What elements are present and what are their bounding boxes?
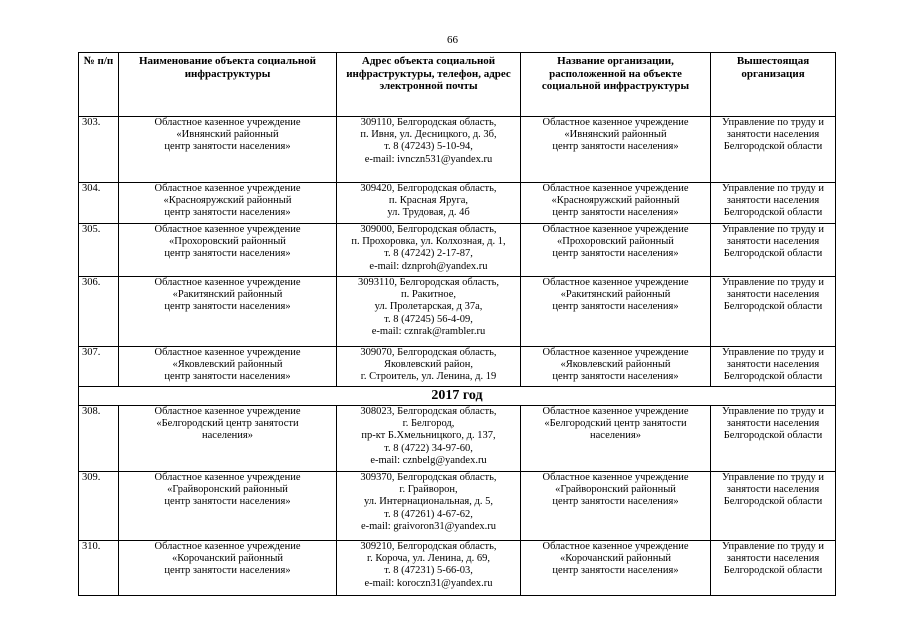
object-name-line: центр занятости населения» [164, 207, 291, 219]
object-address-line: 3093110, Белгородская область, [358, 277, 499, 288]
organization-name-line: центр занятости населения» [552, 207, 679, 219]
parent-organization-line: Управление по труду и [721, 183, 825, 194]
object-address-line: 309420, Белгородская область, [360, 183, 497, 194]
object-name-line: «Прохоровский районный [169, 236, 286, 248]
organization-name [521, 117, 711, 183]
organization-name-line: центр занятости населения» [552, 371, 679, 383]
object-address-line: ул. Пролетарская, д 37а, [374, 301, 483, 313]
organization-name [521, 183, 711, 224]
object-name-line: центр занятости населения» [164, 371, 291, 383]
parent-organization-line: занятости населения [726, 553, 820, 565]
object-name [119, 224, 337, 277]
parent-organization-line: Управление по труду и [721, 541, 825, 552]
organization-name [521, 406, 711, 472]
header-address: Адрес объекта социальной инфраструктуры, телефон, адрес электронной почты [337, 53, 521, 117]
object-address-line: e-mail: ivnczn531@yandex.ru [364, 153, 493, 165]
parent-organization [711, 277, 836, 347]
year-row [79, 387, 836, 406]
organization-name-line: Областное казенное учреждение [542, 541, 689, 552]
organization-name [521, 347, 711, 387]
parent-organization-line: Управление по труду и [721, 406, 825, 417]
parent-organization-line: Белгородской области [723, 371, 823, 383]
parent-organization-line: Белгородской области [723, 565, 823, 577]
organization-name-line: «Корочанский районный [559, 553, 672, 565]
object-address-line: 309110, Белгородская область, [360, 117, 497, 128]
social-infrastructure-table [78, 52, 836, 596]
header-num: № п/п [79, 53, 119, 117]
table-row [79, 277, 836, 347]
object-name-line: Областное казенное учреждение [154, 277, 301, 288]
organization-name-line: Областное казенное учреждение [542, 406, 689, 417]
object-address-line: т. 8 (47231) 5-66-03, [384, 565, 473, 577]
object-name-line: центр занятости населения» [164, 248, 291, 260]
object-name-line: Областное казенное учреждение [154, 224, 301, 235]
object-name-line: Областное казенное учреждение [154, 117, 301, 128]
object-name-line: «Яковлевский районный [172, 359, 283, 371]
object-address-line: 309070, Белгородская область, [360, 347, 497, 358]
parent-organization-line: Белгородской области [723, 430, 823, 442]
object-address [337, 472, 521, 541]
object-address [337, 117, 521, 183]
parent-organization [711, 347, 836, 387]
table-row [79, 472, 836, 541]
parent-organization-line: Управление по труду и [721, 117, 825, 128]
object-address-line: e-mail: koroczn31@yandex.ru [364, 577, 493, 589]
table-row [79, 224, 836, 277]
organization-name-line: Областное казенное учреждение [542, 472, 689, 483]
parent-organization-line: Управление по труду и [721, 224, 825, 235]
organization-name-line: центр занятости населения» [552, 141, 679, 153]
row-number: 307. [79, 347, 119, 387]
parent-organization-line: занятости населения [726, 129, 820, 141]
object-address-line: г. Грайворон, [399, 484, 458, 496]
parent-organization [711, 224, 836, 277]
object-address-line: п. Красная Яруга, [388, 195, 469, 207]
row-number: 310. [79, 541, 119, 596]
object-address [337, 541, 521, 596]
object-address-line: e-mail: cznbelg@yandex.ru [370, 454, 487, 466]
organization-name-line: «Ивнянский районный [564, 129, 667, 141]
row-number: 304. [79, 183, 119, 224]
header-org: Название организации, расположенной на объекте социальной инфраструктуры [521, 53, 711, 117]
header-parent: Вышестоящая организация [711, 53, 836, 117]
organization-name-line: «Краснояружский районный [551, 195, 680, 207]
object-name-line: «Корочанский районный [171, 553, 284, 565]
object-name-line: Областное казенное учреждение [154, 183, 301, 194]
object-name-line: «Грайворонский районный [167, 484, 288, 496]
row-number: 305. [79, 224, 119, 277]
organization-name [521, 472, 711, 541]
object-name [119, 183, 337, 224]
table-row [79, 406, 836, 472]
object-address-line: пр-кт Б.Хмельницкого, д. 137, [361, 430, 496, 442]
object-address-line: т. 8 (47243) 5-10-94, [384, 141, 473, 153]
object-name-line: центр занятости населения» [164, 565, 291, 577]
row-number: 309. [79, 472, 119, 541]
object-name-line: центр занятости населения» [164, 141, 291, 153]
parent-organization-line: Белгородской области [723, 248, 823, 260]
object-address-line: 309210, Белгородская область, [360, 541, 497, 552]
organization-name-line: центр занятости населения» [552, 301, 679, 313]
organization-name-line: «Прохоровский районный [557, 236, 674, 248]
organization-name-line: Областное казенное учреждение [542, 224, 689, 235]
organization-name-line: центр занятости населения» [552, 565, 679, 577]
object-name [119, 117, 337, 183]
organization-name-line: «Грайворонский районный [555, 484, 676, 496]
object-name [119, 406, 337, 472]
object-address-line: т. 8 (47242) 2-17-87, [384, 248, 473, 260]
parent-organization-line: Белгородской области [723, 207, 823, 219]
object-name-line: Областное казенное учреждение [154, 472, 301, 483]
parent-organization-line: занятости населения [726, 359, 820, 371]
object-address-line: т. 8 (47245) 56-4-09, [384, 313, 473, 325]
object-address-line: г. Короча, ул. Ленина, д. 69, [367, 553, 490, 565]
organization-name [521, 277, 711, 347]
organization-name-line: «Ракитянский районный [560, 289, 671, 301]
organization-name-line: Областное казенное учреждение [542, 183, 689, 194]
object-address-line: г. Строитель, ул. Ленина, д. 19 [360, 371, 497, 383]
organization-name-line: Областное казенное учреждение [542, 347, 689, 358]
object-address-line: e-mail: cznrak@rambler.ru [371, 325, 486, 337]
object-name [119, 277, 337, 347]
object-name [119, 347, 337, 387]
parent-organization-line: Белгородской области [723, 301, 823, 313]
object-address [337, 224, 521, 277]
object-name-line: «Ракитянский районный [172, 289, 283, 301]
parent-organization [711, 183, 836, 224]
object-address [337, 406, 521, 472]
organization-name-line: Областное казенное учреждение [542, 277, 689, 288]
organization-name-line: центр занятости населения» [552, 248, 679, 260]
object-address-line: ул. Трудовая, д. 4б [387, 207, 470, 219]
object-address-line: п. Прохоровка, ул. Колхозная, д. 1, [351, 236, 506, 248]
object-name-line: Областное казенное учреждение [154, 406, 301, 417]
object-address-line: e-mail: graivoron31@yandex.ru [360, 520, 497, 532]
row-number: 308. [79, 406, 119, 472]
object-address-line: 308023, Белгородская область, [360, 406, 497, 417]
organization-name-line: центр занятости населения» [552, 496, 679, 508]
object-address-line: Яковлевский район, [383, 359, 474, 371]
table-header-row [79, 53, 836, 117]
parent-organization [711, 117, 836, 183]
row-number: 306. [79, 277, 119, 347]
object-address-line: 309000, Белгородская область, [360, 224, 497, 235]
object-name [119, 472, 337, 541]
header-name: Наименование объекта социальной инфраструктуры [119, 53, 337, 117]
object-address-line: т. 8 (47261) 4-67-62, [384, 508, 473, 520]
parent-organization-line: Управление по труду и [721, 472, 825, 483]
object-address-line: ул. Интернациональная, д. 5, [364, 496, 493, 508]
organization-name-line: населения» [590, 430, 641, 442]
parent-organization [711, 472, 836, 541]
parent-organization-line: Белгородской области [723, 141, 823, 153]
parent-organization-line: занятости населения [726, 418, 820, 430]
organization-name-line: «Яковлевский районный [560, 359, 671, 371]
object-address-line: 309370, Белгородская область, [360, 472, 497, 483]
table-row [79, 117, 836, 183]
object-address-line: г. Белгород, [402, 418, 455, 430]
organization-name-line: «Белгородский центр занятости [544, 418, 687, 430]
object-name-line: Областное казенное учреждение [154, 541, 301, 552]
object-name-line: «Краснояружский районный [163, 195, 292, 207]
organization-name [521, 224, 711, 277]
object-name [119, 541, 337, 596]
year-label: 2017 год [79, 387, 836, 406]
object-address [337, 347, 521, 387]
object-name-line: «Белгородский центр занятости [156, 418, 299, 430]
object-name-line: Областное казенное учреждение [154, 347, 301, 358]
object-name-line: населения» [202, 430, 253, 442]
object-name-line: «Ивнянский районный [176, 129, 279, 141]
parent-organization-line: занятости населения [726, 289, 820, 301]
parent-organization-line: занятости населения [726, 236, 820, 248]
parent-organization-line: Белгородской области [723, 496, 823, 508]
parent-organization-line: Управление по труду и [721, 347, 825, 358]
object-address [337, 277, 521, 347]
object-address-line: п. Ивня, ул. Десницкого, д. 3б, [360, 129, 497, 141]
object-name-line: центр занятости населения» [164, 301, 291, 313]
parent-organization-line: Управление по труду и [721, 277, 825, 288]
object-address-line: т. 8 (4722) 34-97-60, [384, 442, 473, 454]
table-row [79, 183, 836, 224]
table-row [79, 541, 836, 596]
object-address-line: п. Ракитное, [401, 289, 456, 301]
parent-organization-line: занятости населения [726, 195, 820, 207]
page-number: 66 [447, 34, 458, 46]
object-name-line: центр занятости населения» [164, 496, 291, 508]
parent-organization [711, 406, 836, 472]
row-number: 303. [79, 117, 119, 183]
parent-organization-line: занятости населения [726, 484, 820, 496]
table-row [79, 347, 836, 387]
organization-name-line: Областное казенное учреждение [542, 117, 689, 128]
parent-organization [711, 541, 836, 596]
object-address-line: e-mail: dznproh@yandex.ru [369, 260, 488, 272]
organization-name [521, 541, 711, 596]
object-address [337, 183, 521, 224]
